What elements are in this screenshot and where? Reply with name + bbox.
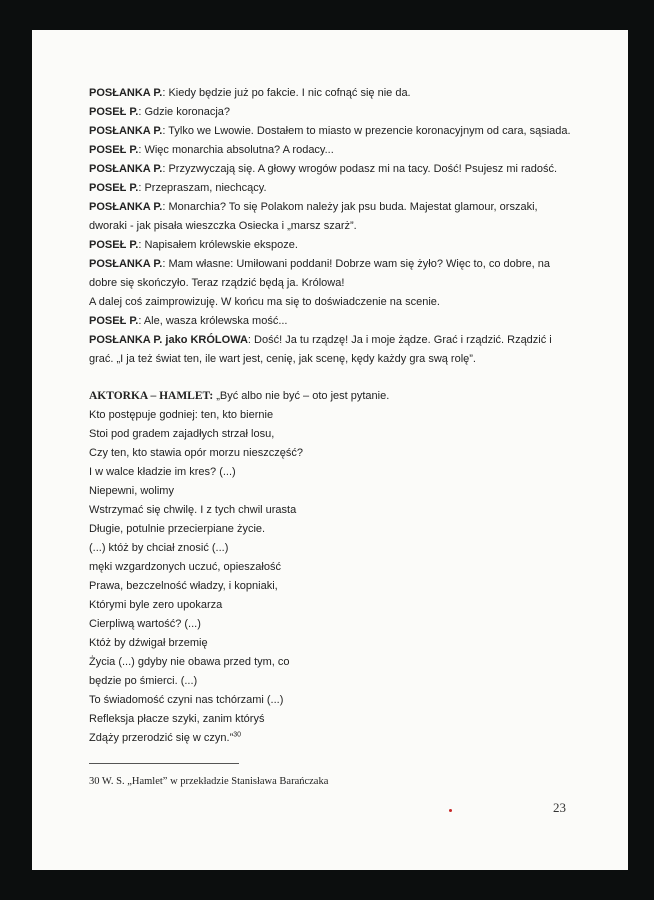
dialogue-line: POSŁANKA P.: Przyzwyczają się. A głowy wrogów podasz mi na tacy. Dość! Psujesz mi radość.: [89, 163, 558, 175]
poem-line: Niepewni, wolimy: [89, 485, 174, 497]
footnote: 30 W. S. „Hamlet” w przekładzie Stanisława Barańczaka: [89, 776, 329, 787]
poem-last-line: Zdąży przerodzić się w czyn.”$^{30}$: [89, 731, 242, 744]
dialogue-line: POSEŁ P.: Gdzie koronacja?: [89, 106, 231, 118]
poem-line: męki wzgardzonych uczuć, opieszałość: [89, 561, 281, 573]
dialogue-line: A dalej coś zaimprowizuję. W końcu ma się to doświadczenie na scenie.: [89, 296, 440, 308]
dialogue-line: POSŁANKA P.: Monarchia? To się Polakom należy jak psu buda. Majestat glamour, orszaki, dworaki - jak pisała wieszczka Osiecka i „marsz szarż”.: [89, 201, 538, 232]
poem-line: Prawa, bezczelność władzy, i kopniaki,: [89, 580, 278, 592]
dialogue-line: POSŁANKA P.: Tylko we Lwowie. Dostałem to miasto w prezencie koronacyjnym od cara, sąsiada.: [89, 125, 571, 137]
poem-line: Cierpliwą wartość? (...): [89, 618, 201, 630]
footnote-divider: [89, 763, 239, 764]
dialogue-line: POSEŁ P.: Ale, wasza królewska mość...: [89, 315, 288, 327]
dialogue-line: POSŁANKA P.: Mam własne: Umiłowani poddani! Dobrze wam się żyło? Więc to, co dobre, na dobre się skończyło. Teraz rządzić będą ja. Królowa!: [89, 258, 550, 289]
poem-line: Życia (...) gdyby nie obawa przed tym, co: [89, 656, 290, 668]
dialogue-block: [89, 84, 573, 369]
poem-line: To świadomość czyni nas tchórzami (...): [89, 694, 284, 706]
footnote-reference: 30: [233, 731, 242, 739]
poem-line: Czy ten, kto stawia opór morzu nieszczęść?: [89, 447, 303, 459]
poem-line: I w walce kładzie im kres? (...): [89, 466, 236, 478]
poem-line: Długie, potulnie przecierpiane życie.: [89, 523, 266, 535]
dialogue-line: POSŁANKA P.: Kiedy będzie już po fakcie. I nic cofnąć się nie da.: [89, 87, 411, 99]
poem-line: Kto postępuje godniej: ten, kto biernie: [89, 409, 274, 421]
poem-line: Którymi byle zero upokarza: [89, 599, 223, 611]
poem-line: (...) któż by chciał znosić (...): [89, 542, 229, 554]
poem-line: Refleksja płacze szyki, zanim któryś: [89, 713, 265, 725]
decorative-dot: [449, 809, 452, 812]
dialogue-line: POSEŁ P.: Napisałem królewskie ekspoze.: [89, 239, 298, 251]
dialogue-line: POSŁANKA P. jako KRÓLOWA: Dość! Ja tu rządzę! Ja i moje żądze. Grać i rządzić. Rządzić i grać. „I ja też świat ten, ile wart jest, cenię, jak scenę, kędy każdy gra swą rolę”.: [89, 334, 552, 365]
dialogue-line: POSEŁ P.: Przepraszam, niechcący.: [89, 182, 267, 194]
page-number: 23: [553, 800, 566, 815]
monologue-first-line: AKTORKA – HAMLET: „Być albo nie być – oto jest pytanie.: [89, 390, 390, 402]
poem-line: Wstrzymać się chwilę. I z tych chwil urasta: [89, 504, 297, 516]
dialogue-line: POSEŁ P.: Więc monarchia absolutna? A rodacy...: [89, 144, 334, 156]
monologue-heading: AKTORKA – HAMLET:: [89, 390, 214, 402]
poem-line: Stoi pod gradem zajadłych strzał losu,: [89, 428, 275, 440]
hamlet-monologue: [89, 387, 573, 748]
poem-line: będzie po śmierci. (...): [89, 675, 198, 687]
poem-line: Któż by dźwigał brzemię: [89, 637, 208, 649]
